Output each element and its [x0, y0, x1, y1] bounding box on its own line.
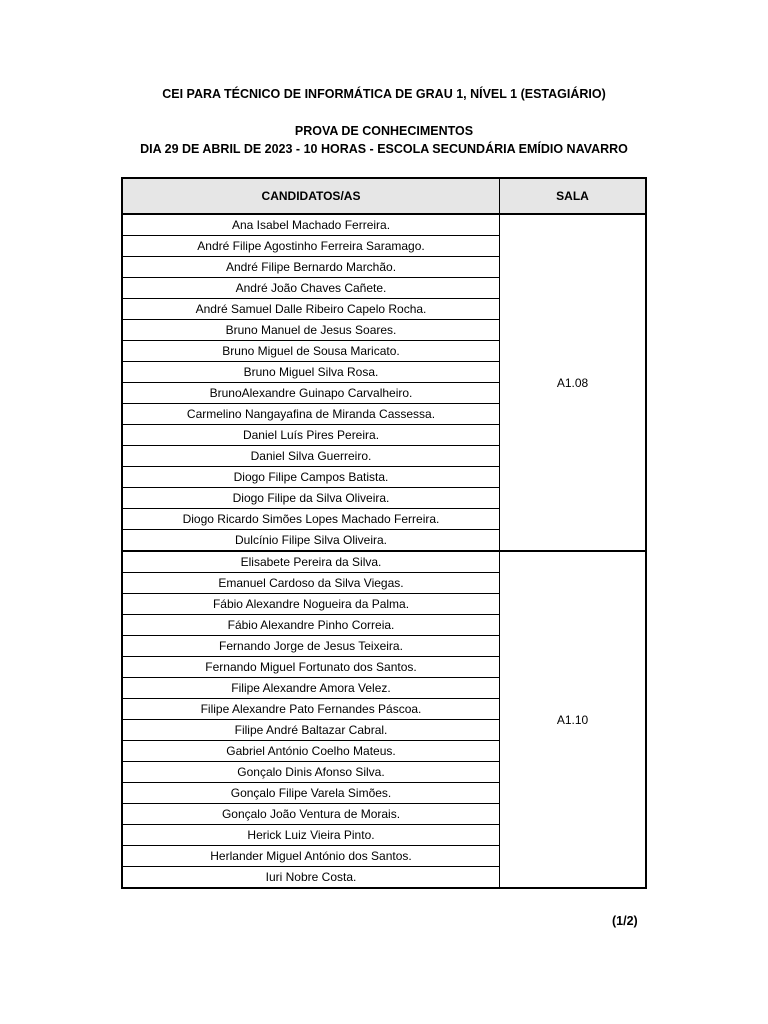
candidates-table — [121, 177, 647, 889]
column-header-candidates: CANDIDATOS/AS — [122, 178, 500, 214]
candidate-name: Fernando Jorge de Jesus Teixeira. — [122, 636, 500, 657]
candidate-name: Carmelino Nangayafina de Miranda Cassessa. — [122, 404, 500, 425]
candidate-name: Diogo Filipe da Silva Oliveira. — [122, 488, 500, 509]
candidate-name: Filipe André Baltazar Cabral. — [122, 720, 500, 741]
table-body — [122, 214, 646, 888]
candidate-name: Bruno Miguel de Sousa Maricato. — [122, 341, 500, 362]
candidate-name: Fernando Miguel Fortunato dos Santos. — [122, 657, 500, 678]
candidate-name: André João Chaves Cañete. — [122, 278, 500, 299]
candidate-name: Herick Luiz Vieira Pinto. — [122, 825, 500, 846]
candidate-name: Gonçalo João Ventura de Morais. — [122, 804, 500, 825]
document-title: CEI PARA TÉCNICO DE INFORMÁTICA DE GRAU 1, NÍVEL 1 (ESTAGIÁRIO) — [162, 87, 606, 101]
page-number: (1/2) — [612, 914, 638, 928]
exam-date-location: DIA 29 DE ABRIL DE 2023 - 10 HORAS - ESCOLA SECUNDÁRIA EMÍDIO NAVARRO — [140, 142, 628, 156]
column-header-room: SALA — [500, 178, 647, 214]
candidate-name: Bruno Miguel Silva Rosa. — [122, 362, 500, 383]
candidate-name: Emanuel Cardoso da Silva Viegas. — [122, 573, 500, 594]
candidate-name: André Filipe Bernardo Marchão. — [122, 257, 500, 278]
candidate-name: Diogo Filipe Campos Batista. — [122, 467, 500, 488]
candidate-name: Iuri Nobre Costa. — [122, 867, 500, 889]
candidate-name: Dulcínio Filipe Silva Oliveira. — [122, 530, 500, 552]
room-cell: A1.08 — [500, 214, 647, 551]
candidate-name: Bruno Manuel de Jesus Soares. — [122, 320, 500, 341]
candidate-name: André Samuel Dalle Ribeiro Capelo Rocha. — [122, 299, 500, 320]
candidate-name: Elisabete Pereira da Silva. — [122, 551, 500, 573]
candidate-name: Fábio Alexandre Pinho Correia. — [122, 615, 500, 636]
table-row — [122, 551, 646, 573]
candidate-name: Gabriel António Coelho Mateus. — [122, 741, 500, 762]
candidate-name: Fábio Alexandre Nogueira da Palma. — [122, 594, 500, 615]
candidate-name: Gonçalo Dinis Afonso Silva. — [122, 762, 500, 783]
table-row — [122, 214, 646, 236]
exam-name: PROVA DE CONHECIMENTOS — [294, 124, 474, 138]
candidate-name: Filipe Alexandre Amora Velez. — [122, 678, 500, 699]
candidate-name: Diogo Ricardo Simões Lopes Machado Ferreira. — [122, 509, 500, 530]
candidate-name: Ana Isabel Machado Ferreira. — [122, 214, 500, 236]
candidate-name: Gonçalo Filipe Varela Simões. — [122, 783, 500, 804]
candidate-name: André Filipe Agostinho Ferreira Saramago. — [122, 236, 500, 257]
candidate-name: BrunoAlexandre Guinapo Carvalheiro. — [122, 383, 500, 404]
candidate-name: Daniel Silva Guerreiro. — [122, 446, 500, 467]
candidate-name: Filipe Alexandre Pato Fernandes Páscoa. — [122, 699, 500, 720]
candidate-name: Herlander Miguel António dos Santos. — [122, 846, 500, 867]
table-header-row — [122, 178, 646, 214]
candidate-name: Daniel Luís Pires Pereira. — [122, 425, 500, 446]
room-cell: A1.10 — [500, 551, 647, 888]
